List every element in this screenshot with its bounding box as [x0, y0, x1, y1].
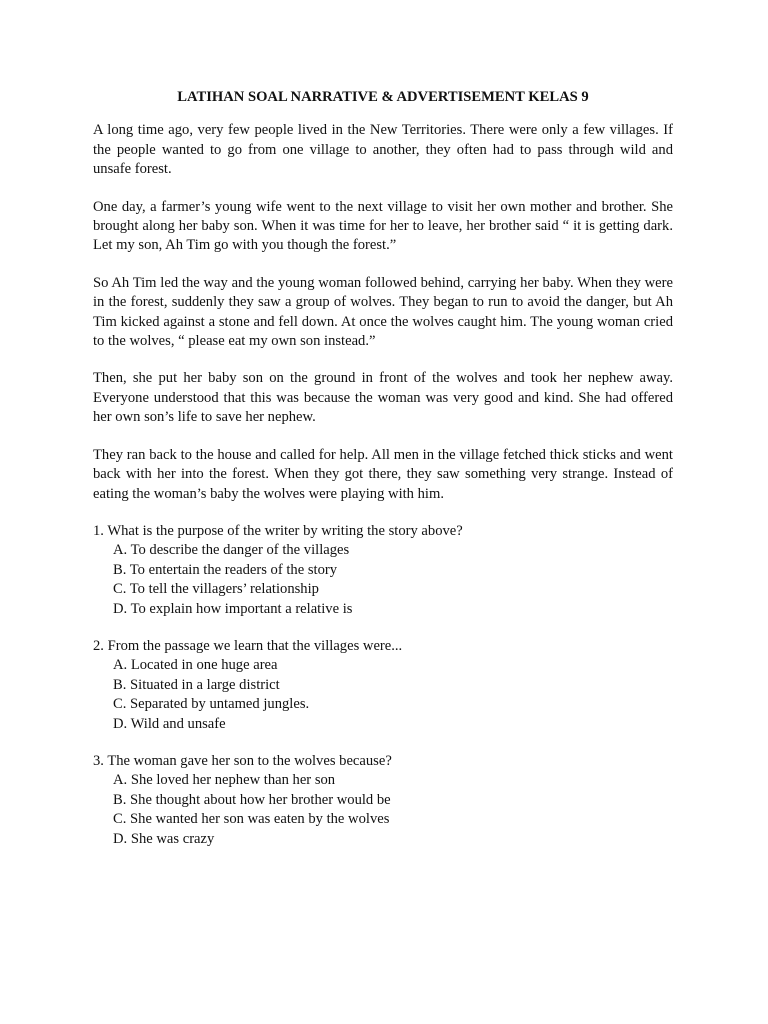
answer-options [93, 656, 673, 734]
story-paragraph: Then, she put her baby son on the ground in front of the wolves and took her nephew away. Everyone understood that this was because the woman was very good and kind. She had offered her own son’s life to save her nephew. [93, 370, 673, 426]
story-paragraph: They ran back to the house and called for help. All men in the village fetched thick sticks and went back with her into the forest. When they got there, they saw something very strange. Instead of eating the woman’s baby the wolves were playing with him. [93, 446, 673, 502]
question-3 [93, 752, 673, 849]
answer-option-d: D. To explain how important a relative is [113, 600, 353, 617]
answer-option-d: D. She was crazy [113, 830, 215, 847]
answer-option-b: B. To entertain the readers of the story [113, 561, 338, 578]
question-text: 2. From the passage we learn that the villages were... [93, 637, 403, 654]
question-2 [93, 637, 673, 734]
question-text: 3. The woman gave her son to the wolves because? [93, 752, 392, 769]
document-page [93, 88, 673, 867]
question-list [93, 522, 673, 849]
story-paragraph: So Ah Tim led the way and the young woman followed behind, carrying her baby. When they were in the forest, suddenly they saw a group of wolves. They began to run to avoid the danger, but Ah Tim kicked against a stone and fell down. At once the wolves caught him. The young woman cried to the wolves, “ please eat my own son instead.” [93, 274, 673, 350]
answer-option-b: B. She thought about how her brother would be [113, 791, 391, 808]
answer-options [93, 771, 673, 849]
answer-option-c: C. She wanted her son was eaten by the wolves [113, 811, 390, 828]
answer-option-d: D. Wild and unsafe [113, 715, 226, 732]
question-text: 1. What is the purpose of the writer by writing the story above? [93, 522, 463, 539]
answer-option-c: C. To tell the villagers’ relationship [113, 581, 319, 598]
answer-option-a: A. She loved her nephew than her son [113, 772, 336, 789]
story-paragraph: A long time ago, very few people lived in the New Territories. There were only a few villages. If the people wanted to go from one village to another, they often had to pass through wild and unsafe forest. [93, 122, 673, 178]
story-passage [93, 121, 673, 504]
answer-option-a: A. To describe the danger of the villages [113, 542, 350, 559]
answer-option-c: C. Separated by untamed jungles. [113, 696, 310, 713]
answer-option-a: A. Located in one huge area [113, 657, 278, 674]
document-title: LATIHAN SOAL NARRATIVE & ADVERTISEMENT KELAS 9 [177, 89, 589, 105]
story-paragraph: One day, a farmer’s young wife went to the next village to visit her own mother and brother. She brought along her baby son. When it was time for her to leave, her brother said “ it is getting dark. Let my son, Ah Tim go with you though the forest.” [93, 198, 673, 254]
answer-options [93, 541, 673, 619]
question-1 [93, 522, 673, 619]
answer-option-b: B. Situated in a large district [113, 676, 280, 693]
